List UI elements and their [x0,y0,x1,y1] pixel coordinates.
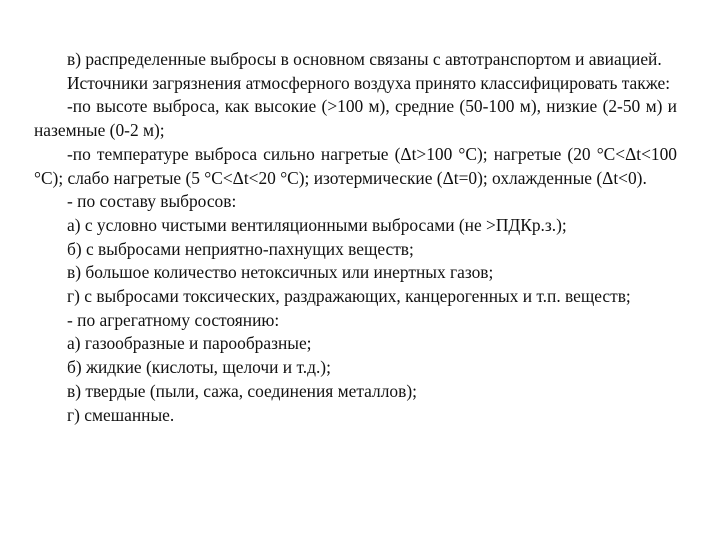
list-item-liquid: б) жидкие (кислоты, щелочи и т.д.); [67,357,331,378]
list-item-odorous: б) с выбросами неприятно-пахнущих веществ; [67,238,414,259]
paragraph-by-height: -по высоте выброса, как высокие (>100 м), средние (50-100 м), низкие (2-50 м) и наземные (0-2 м); [34,96,677,141]
list-item-nontoxic-gases: в) большое количество нетоксичных или инертных газов; [67,262,494,283]
paragraph-classification-intro: Источники загрязнения атмосферного воздуха принято классифицировать также: [67,72,671,93]
list-item-mixed: г) смешанные. [67,404,175,425]
list-item-toxic: г) с выбросами токсических, раздражающих, канцерогенных и т.п. веществ; [67,286,631,307]
paragraph-by-temperature: -по температуре выброса сильно нагретые (Δt>100 °С); нагретые (20 °С<Δt<100 °С); слабо нагретые (5 °С<Δt<20 °С); изотермические (Δt=0); охлажденные (Δt<0). [34,143,677,188]
paragraph-by-aggregate-state: - по агрегатному состоянию: [67,309,280,330]
document-page [34,48,677,427]
list-item-clean-ventilation: а) с условно чистыми вентиляционными выбросами (не >ПДКр.з.); [67,214,567,235]
paragraph-distributed-emissions: в) распределенные выбросы в основном связаны с автотранспортом и авиацией. [67,49,662,69]
list-item-gaseous: а) газообразные и парообразные; [67,333,312,354]
paragraph-by-composition: - по составу выбросов: [67,191,237,212]
list-item-solid: в) твердые (пыли, сажа, соединения металлов); [67,380,417,401]
